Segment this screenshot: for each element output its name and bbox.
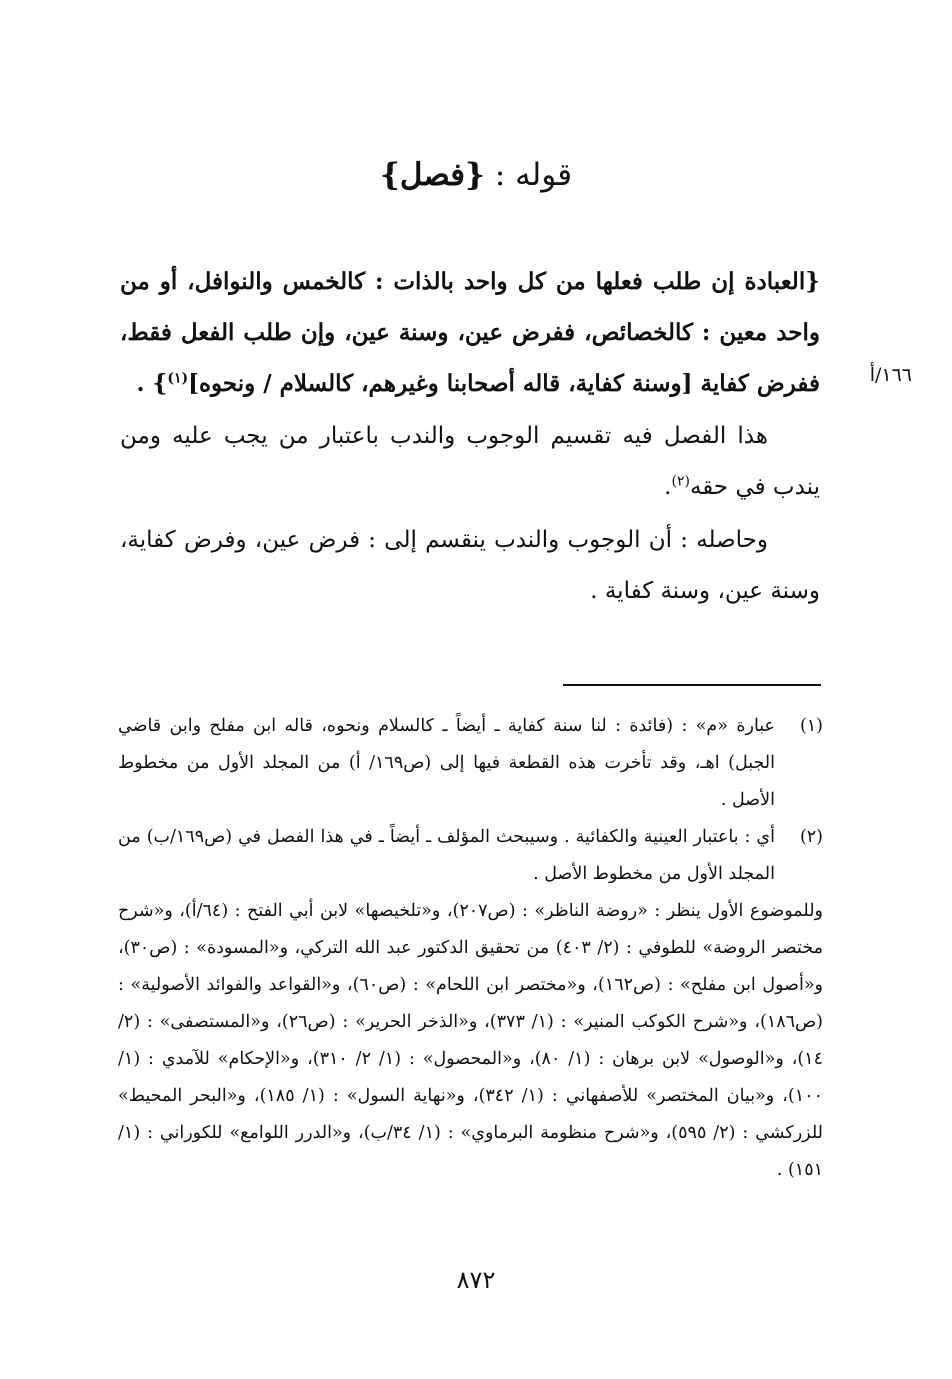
footnote-2-body (118, 819, 775, 893)
footnote-2-references: وللموضوع الأول ينظر : «روضة الناظر» : (ص٢٠٧)، و«تلخيصها» لابن أبي الفتح : (٦٤/أ)، و«شرح مختصر الروضة» للطوفي : (٢/ ٤٠٣) من تحقيق الدكتور عبد الله التركي، و«المسودة» : (ص٣٠)، و«أصول ابن مفلح» : (ص١٦٢)، و«مختصر ابن اللحام» : (ص٦٠)، و«القواعد والفوائد الأصولية» : (ص١٨٦)، و«شرح الكوكب المنير» : (١/ ٣٧٣)، و«الذخر الحرير» : (ص٢٦)، و«المستصفى» : (٢/ ١٤)، و«الوصول» لابن برهان : (١/ ٨٠)، و«المحصول» : (١/ ٢/ ٣١٠)، و«الإحكام» للآمدي : (١/ ١٠٠)، و«بيان المختصر» للأصفهاني : (١/ ٣٤٢)، و«نهاية السول» : (١/ ١٨٥)، و«البحر المحيط» للزركشي : (٢/ ٥٩٥)، و«شرح منظومة البرماوي» : (١/ ٣٤/ب)، و«الدرر اللوامع» للكوراني : (١/ ١٥١) . (118, 901, 824, 1180)
footnote-1-text: عبارة «م» : (فائدة : لنا سنة كفاية ـ أيضاً ـ كالسلام ونحوه، قاله ابن مفلح وابن قاضي الجبل) اهـ، وقد تأخرت هذه القطعة فيها إلى (ص١٦٩/ أ) من المجلد الأول من مخطوط الأصل . (118, 716, 775, 810)
footnote-2 (118, 819, 823, 893)
commentary-paragraph-1 (120, 411, 820, 513)
quoted-rule-text: {العبادة إن طلب فعلها من كل واحد بالذات : كالخمس والنوافل، أو من واحد معين : كالخصائص، ففرض عين، وسنة عين، وإن طلب الفعل فقط، ففرض كفاية [وسنة كفاية، قاله أصحابنا وغيرهم، كالسلام / ونحوه] (120, 268, 820, 397)
footnote-2-number: (٢) (799, 827, 823, 847)
commentary-1-end: . (664, 474, 672, 500)
footnotes (118, 708, 823, 1189)
footnote-1-number: (١) (799, 716, 823, 736)
heading-title: {فصل} (379, 157, 485, 193)
section-heading (0, 150, 952, 200)
commentary-paragraph-2: وحاصله : أن الوجوب والندب ينقسم إلى : فرض عين، وفرض كفاية، وسنة عين، وسنة كفاية . (120, 527, 820, 604)
footnote-1-body (118, 708, 775, 819)
footnote-ref-2: (٢) (671, 473, 690, 490)
quoted-rule-close: } . (136, 370, 168, 397)
manuscript-margin-reference: ١٦٦/أ (869, 364, 912, 386)
page-number: ٨٧٢ (456, 1266, 496, 1294)
footnote-2-text: أي : باعتبار العينية والكفائية . وسيبحث المؤلف ـ أيضاً ـ في هذا الفصل في (ص١٦٩/ب) من المجلد الأول من مخطوط الأصل . (118, 827, 775, 884)
footnote-1 (118, 708, 823, 819)
footnote-ref-1: (١) (167, 370, 189, 387)
footnote-divider (563, 684, 821, 686)
quoted-rule (120, 256, 820, 409)
heading-prefix: قوله : (494, 157, 573, 193)
main-text (120, 256, 820, 617)
commentary-1-text: هذا الفصل فيه تقسيم الوجوب والندب باعتبار من يجب عليه ومن يندب في حقه (120, 423, 820, 500)
